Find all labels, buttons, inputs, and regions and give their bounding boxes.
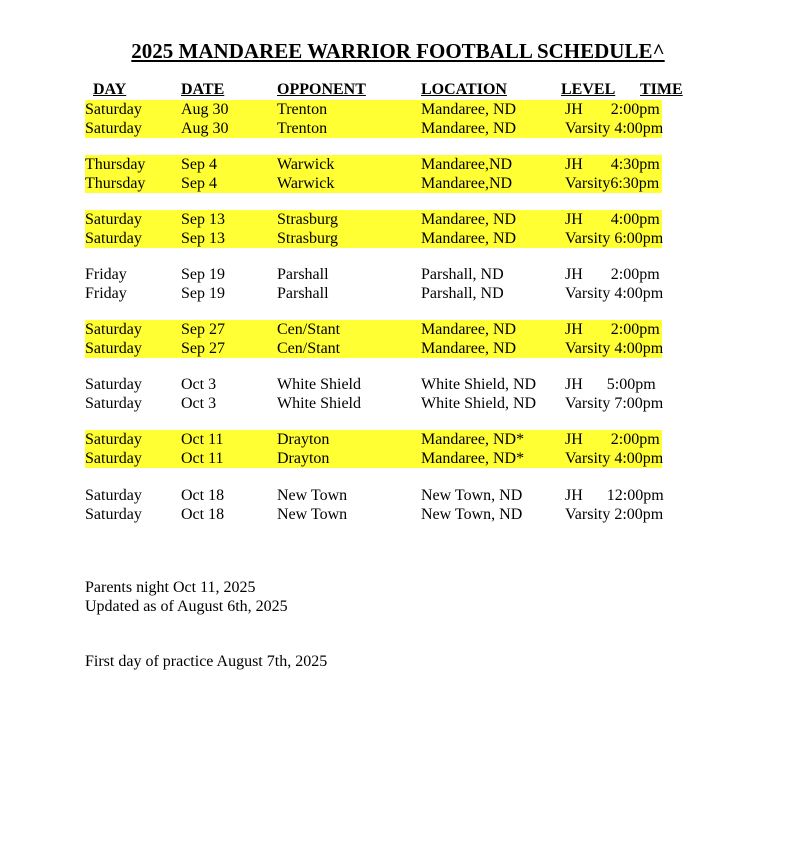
game-group [85,155,695,193]
header-opponent: OPPONENT [277,81,366,98]
location-cell: New Town, ND [421,506,523,523]
header-date: DATE [181,81,225,98]
location-cell: Mandaree, ND [421,321,517,338]
location-cell: Parshall, ND [421,266,504,283]
level-time-cell: Varsity 7:00pm [565,395,664,412]
table-row [85,284,662,303]
day-cell: Thursday [85,156,146,173]
day-cell: Saturday [85,321,142,338]
day-cell: Saturday [85,487,142,504]
game-group [85,375,695,413]
day-cell: Saturday [85,506,142,523]
header-location: LOCATION [421,81,507,98]
updated-note: Updated as of August 6th, 2025 [85,598,288,615]
opponent-cell: Parshall [277,266,329,283]
level-time-cell: Varsity 4:00pm [565,340,664,357]
opponent-cell: Cen/Stant [277,321,341,338]
day-cell: Saturday [85,431,142,448]
opponent-cell: Warwick [277,156,335,173]
location-cell: White Shield, ND [421,376,537,393]
level-time-cell: JH 4:30pm [565,156,660,173]
opponent-cell: Trenton [277,101,328,118]
table-row [85,394,662,413]
opponent-cell: Strasburg [277,230,339,247]
game-group [85,320,695,358]
date-cell: Oct 11 [181,450,224,467]
date-cell: Oct 11 [181,431,224,448]
date-cell: Sep 4 [181,156,217,173]
game-group [85,430,695,468]
day-cell: Friday [85,285,127,302]
level-time-cell: JH 5:00pm [565,376,656,393]
opponent-cell: Trenton [277,120,328,137]
date-cell: Oct 3 [181,395,217,412]
location-cell: Mandaree,ND [421,175,513,192]
day-cell: Saturday [85,101,142,118]
level-time-cell: Varsity 4:00pm [565,120,664,137]
date-cell: Sep 19 [181,266,225,283]
day-cell: Friday [85,266,127,283]
location-cell: Mandaree, ND* [421,431,525,448]
date-cell: Sep 13 [181,211,225,228]
table-row [85,430,662,449]
table-row [85,174,662,193]
location-cell: New Town, ND [421,487,523,504]
table-row [85,449,662,468]
level-time-cell: Varsity 2:00pm [565,506,664,523]
day-cell: Saturday [85,376,142,393]
page-title: 2025 MANDAREE WARRIOR FOOTBALL SCHEDULE^ [131,39,665,63]
game-group [85,210,695,248]
opponent-cell: Cen/Stant [277,340,341,357]
date-cell: Aug 30 [181,120,229,137]
location-cell: Mandaree, ND* [421,450,525,467]
level-time-cell: JH 2:00pm [565,101,660,118]
location-cell: Parshall, ND [421,285,504,302]
table-row [85,155,662,174]
table-row [85,229,662,248]
level-time-cell: JH 2:00pm [565,321,660,338]
game-group [85,486,695,524]
day-cell: Saturday [85,120,142,137]
opponent-cell: White Shield [277,395,361,412]
date-cell: Oct 18 [181,487,225,504]
location-cell: Mandaree, ND [421,120,517,137]
opponent-cell: Warwick [277,175,335,192]
level-time-cell: Varsity 4:00pm [565,450,664,467]
level-time-cell: JH 4:00pm [565,211,660,228]
opponent-cell: New Town [277,506,348,523]
day-cell: Thursday [85,175,146,192]
day-cell: Saturday [85,230,142,247]
opponent-cell: White Shield [277,376,361,393]
level-time-cell: Varsity6:30pm [565,175,660,192]
day-cell: Saturday [85,211,142,228]
day-cell: Saturday [85,450,142,467]
opponent-cell: Drayton [277,450,330,467]
table-row [85,375,662,394]
first-practice-note: First day of practice August 7th, 2025 [85,653,328,670]
table-row [85,100,662,119]
level-time-cell: JH 2:00pm [565,431,660,448]
date-cell: Sep 13 [181,230,225,247]
date-cell: Sep 27 [181,321,225,338]
location-cell: Mandaree, ND [421,340,517,357]
table-row [85,339,662,358]
table-row [85,320,662,339]
level-time-cell: Varsity 6:00pm [565,230,664,247]
opponent-cell: Parshall [277,285,329,302]
table-row [85,210,662,229]
header-day: DAY [93,81,127,98]
location-cell: Mandaree,ND [421,156,513,173]
opponent-cell: Drayton [277,431,330,448]
day-cell: Saturday [85,340,142,357]
level-time-cell: JH 12:00pm [565,487,664,504]
game-group [85,100,695,138]
level-time-cell: Varsity 4:00pm [565,285,664,302]
header-level: LEVEL [561,81,616,98]
opponent-cell: Strasburg [277,211,339,228]
table-row [85,265,662,284]
location-cell: Mandaree, ND [421,101,517,118]
parents-night-note: Parents night Oct 11, 2025 [85,579,256,596]
location-cell: Mandaree, ND [421,230,517,247]
date-cell: Oct 3 [181,376,217,393]
table-row [85,119,662,138]
date-cell: Aug 30 [181,101,229,118]
game-group [85,265,695,303]
location-cell: White Shield, ND [421,395,537,412]
day-cell: Saturday [85,395,142,412]
table-row [85,486,662,505]
table-row [85,505,662,524]
date-cell: Oct 18 [181,506,225,523]
opponent-cell: New Town [277,487,348,504]
location-cell: Mandaree, ND [421,211,517,228]
date-cell: Sep 4 [181,175,217,192]
header-time: TIME [640,81,683,98]
level-time-cell: JH 2:00pm [565,266,660,283]
date-cell: Sep 27 [181,340,225,357]
date-cell: Sep 19 [181,285,225,302]
